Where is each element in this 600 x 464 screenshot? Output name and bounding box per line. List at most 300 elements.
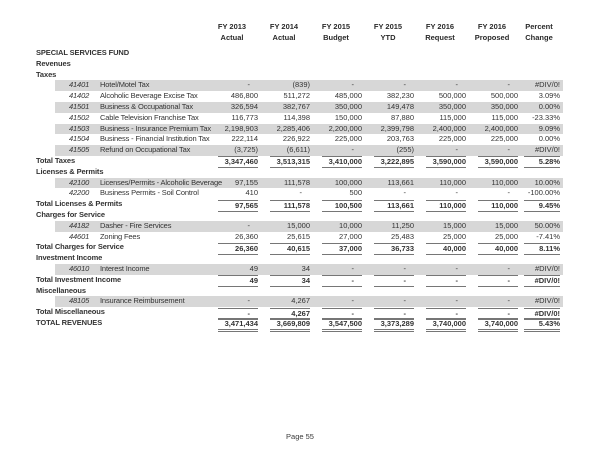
cell-value: 113,661 [387,200,414,210]
cell-value: - [351,263,354,273]
cell-value: #DIV/0! [534,263,560,273]
value-cell [518,145,560,156]
cell-value: - [507,263,510,273]
value-cell [206,124,258,135]
cell-value: - [247,308,250,318]
row-label: Licenses & Permits [36,166,104,176]
value-cell [310,145,362,156]
account-name: Business - Insurance Premium Tax [100,123,211,133]
value-cell [466,91,518,102]
row-label: Total Licenses & Permits [36,199,123,209]
value-cell [466,275,518,287]
cell-value: - [247,220,250,230]
value-cell [206,80,258,91]
cell-value: 2,399,798 [380,123,414,133]
section-row [36,167,563,178]
row-label [36,102,206,113]
account-name: Hotel/Motel Tax [100,80,150,90]
value-cell [362,134,414,145]
table-row [36,102,563,113]
accounting-rule [374,318,414,330]
cell-value: 111,578 [284,177,310,187]
cell-value: - [455,145,458,155]
cell-value: 3,740,000 [484,319,518,329]
cell-value: 226,922 [282,134,310,144]
section-row [36,210,563,221]
value-cell [414,275,466,287]
value-cell [414,113,466,124]
value-cell [310,178,362,189]
cell-value: - [351,80,354,90]
cell-value: 350,000 [334,101,362,111]
cell-value: 3,222,895 [380,157,414,167]
account-name: Dasher - Fire Services [100,220,172,230]
value-cell [466,188,518,199]
row-label [36,91,206,102]
value-cell [518,221,560,232]
value-cell [310,188,362,199]
row-label [36,232,206,243]
value-cell [414,80,466,91]
table-row [36,134,563,145]
value-cell [258,318,310,330]
value-cell [362,145,414,156]
cell-value: 100,000 [334,177,362,187]
value-cell [466,264,518,275]
account-name: Alcoholic Beverage Excise Tax [100,91,198,101]
table-row [36,113,563,124]
cell-value: 34 [301,263,310,273]
value-cell [362,199,414,211]
row-label: SPECIAL SERVICES FUND [36,48,130,57]
value-cell [466,134,518,145]
accounting-rule [374,200,414,212]
value-cell [206,275,258,287]
budget-table [36,21,563,329]
value-cell [310,221,362,232]
cell-value: 97,155 [235,177,258,187]
cell-value: -7.41% [536,231,560,241]
row-label: TOTAL REVENUES [36,317,103,327]
cell-value: - [351,145,354,155]
value-cell [466,124,518,135]
cell-value: - [455,188,458,198]
header-spacer [36,21,206,43]
accounting-rule [426,243,466,255]
value-cell [258,113,310,124]
value-cell [310,199,362,211]
cell-value: - [455,296,458,306]
cell-value: 2,400,000 [432,123,466,133]
cell-value: 3,347,460 [224,157,258,167]
cell-value: 3,740,000 [432,319,466,329]
cell-value: - [351,308,354,318]
cell-value: - [299,188,302,198]
accounting-rule [426,156,466,168]
value-cell [362,102,414,113]
value-cell [362,221,414,232]
cell-value: 0.00% [538,134,560,144]
cell-value: 110,000 [439,177,466,187]
value-cell [258,188,310,199]
account-code: 41402 [69,91,90,101]
value-cell [466,242,518,254]
cell-value: - [403,80,406,90]
value-cell [206,113,258,124]
cell-value: 115,000 [439,112,466,122]
cell-value: 486,800 [230,91,258,101]
value-cell [258,264,310,275]
value-cell [310,134,362,145]
value-cell [258,178,310,189]
column-header-line2: Request [425,33,455,42]
account-code: 42100 [69,177,90,187]
value-cell [518,188,560,199]
value-cell [518,232,560,243]
cell-value: (839) [292,80,310,90]
cell-value: 111,578 [283,200,310,210]
cell-value: - [507,308,510,318]
row-label: Taxes [36,69,57,79]
value-cell [310,91,362,102]
value-cell [362,124,414,135]
value-cell [206,232,258,243]
total-row [36,156,563,167]
cell-value: #DIV/0! [534,80,560,90]
column-header-line2: Budget [323,33,349,42]
value-cell [362,188,414,199]
row-label [36,145,206,156]
accounting-rule [218,243,258,255]
column-header-line1: FY 2015 [373,22,403,31]
row-label: Revenues [36,58,71,68]
cell-value: - [455,276,458,286]
cell-value: - [403,188,406,198]
value-cell [362,232,414,243]
column-header-line2: Actual [220,33,244,42]
value-cell [414,134,466,145]
cell-value: 3,513,315 [276,157,310,167]
cell-value: 222,114 [231,134,258,144]
cell-value: 225,000 [438,134,466,144]
cell-value: - [455,263,458,273]
row-label [36,264,206,275]
cell-value: 87,880 [391,112,414,122]
cell-value: 36,733 [391,243,414,253]
cell-value: 3,410,000 [328,157,362,167]
cell-value: 382,767 [282,101,310,111]
value-cell [258,80,310,91]
cell-value: 40,000 [443,243,466,253]
cell-value: (6,611) [286,145,310,155]
value-cell [206,242,258,254]
value-cell [310,242,362,254]
account-code: 41504 [69,134,90,144]
value-cell [362,91,414,102]
accounting-rule [218,318,258,330]
cell-value: - [507,80,510,90]
cell-value: 25,615 [287,231,310,241]
accounting-rule [218,275,258,287]
account-name: Interest Income [100,263,150,273]
value-cell [466,102,518,113]
cell-value: 40,615 [287,243,310,253]
table-body [36,48,563,329]
column-header-line1: FY 2014 [269,22,299,31]
row-label [36,188,206,199]
accounting-rule [270,318,310,330]
value-cell [258,145,310,156]
value-cell [258,124,310,135]
column-header-line1: FY 2016 [425,22,455,31]
value-cell [362,264,414,275]
value-cell [518,178,560,189]
cell-value: 15,000 [287,220,310,230]
value-cell [206,102,258,113]
accounting-rule [478,243,518,255]
accounting-rule [218,200,258,212]
accounting-rule [374,243,414,255]
row-label [36,80,206,91]
cell-value: 500 [349,188,362,198]
cell-value: 225,000 [334,134,362,144]
cell-value: - [507,296,510,306]
cell-value: - [351,276,354,286]
row-label [36,177,223,189]
row-label [36,134,210,145]
cell-value: 2,200,000 [328,123,362,133]
accounting-rule [322,318,362,330]
cell-value: - [403,276,406,286]
table-row [36,232,563,243]
cell-value: 3,669,809 [276,319,310,329]
account-code: 41501 [69,101,90,111]
column-header-line1: Percent [525,22,553,31]
table-row [36,91,563,102]
value-cell [206,318,258,330]
cell-value: 114,398 [283,112,310,122]
account-code: 41502 [69,112,90,122]
value-cell [414,318,466,330]
value-cell [258,232,310,243]
accounting-rule [478,275,518,287]
value-cell [362,318,414,330]
row-label [36,296,206,307]
row-label: Total Miscellaneous [36,307,105,317]
value-cell [466,156,518,168]
table-row [36,178,563,189]
accounting-rule [374,156,414,168]
cell-value: 110,000 [491,177,518,187]
value-cell [206,264,258,275]
cell-value: 511,272 [283,91,310,101]
cell-value: -23.33% [532,112,560,122]
account-name: Business - Financial Institution Tax [100,134,210,144]
accounting-rule [270,156,310,168]
column-header-line2: Proposed [474,33,510,42]
value-cell [518,242,560,254]
column-header-line2: YTD [380,33,396,42]
value-cell [362,242,414,254]
table-row [36,188,563,199]
table-row [36,221,563,232]
cell-value: 15,000 [495,220,518,230]
cell-value: #DIV/0! [534,308,560,318]
value-cell [310,232,362,243]
value-cell [414,102,466,113]
cell-value: 150,000 [334,112,362,122]
accounting-rule [322,200,362,212]
value-cell [362,275,414,287]
cell-value: 37,000 [339,243,362,253]
value-cell [466,145,518,156]
cell-value: 9.45% [538,200,560,210]
cell-value: 2,285,406 [276,123,310,133]
value-cell [362,80,414,91]
cell-value: - [507,188,510,198]
cell-value: 9.09% [538,123,560,133]
column-header [258,21,310,43]
value-cell [310,124,362,135]
accounting-rule [426,318,466,330]
value-cell [310,113,362,124]
cell-value: 25,000 [495,231,518,241]
value-cell [414,232,466,243]
cell-value: 11,250 [391,220,414,230]
cell-value: 110,000 [491,200,518,210]
cell-value: 49 [249,276,258,286]
row-label: Investment Income [36,253,103,263]
cell-value: - [247,296,250,306]
value-cell [518,296,560,307]
value-cell [258,242,310,254]
value-cell [310,80,362,91]
cell-value: 40,000 [495,243,518,253]
cell-value: 382,230 [386,91,414,101]
cell-value: 25,000 [443,231,466,241]
value-cell [206,178,258,189]
value-cell [310,102,362,113]
row-label [36,113,206,124]
cell-value: 5.43% [538,319,560,329]
accounting-rule [478,156,518,168]
row-label: Total Charges for Service [36,242,124,252]
value-cell [518,156,560,168]
accounting-rule [524,318,560,330]
accounting-rule [478,318,518,330]
column-header [362,21,414,43]
cell-value: 500,000 [490,91,518,101]
cell-value: 113,661 [387,177,414,187]
cell-value: 2,198,903 [224,123,258,133]
cell-value: (255) [396,145,414,155]
cell-value: 350,000 [490,101,518,111]
value-cell [206,145,258,156]
accounting-rule [524,156,560,168]
row-label [36,123,211,135]
cell-value: 350,000 [438,101,466,111]
cell-value: 10.00% [534,177,560,187]
value-cell [518,199,560,211]
row-label: Charges for Service [36,209,105,219]
cell-value: 500,000 [438,91,466,101]
cell-value: 115,000 [491,112,518,122]
value-cell [466,199,518,211]
accounting-rule [270,275,310,287]
cell-value: 50.00% [534,220,560,230]
accounting-rule [270,200,310,212]
value-cell [258,102,310,113]
value-cell [206,156,258,168]
cell-value: 5.28% [538,157,560,167]
value-cell [206,188,258,199]
value-cell [414,188,466,199]
accounting-rule [322,275,362,287]
cell-value: 97,565 [235,200,258,210]
column-header-line1: FY 2013 [217,22,247,31]
account-code: 41505 [69,145,90,155]
value-cell [414,91,466,102]
account-name: Refund on Occupational Tax [100,145,191,155]
value-cell [258,156,310,168]
accounting-rule [322,156,362,168]
cell-value: #DIV/0! [534,145,560,155]
cell-value: 100,500 [334,200,362,210]
row-label: Miscellaneous [36,285,86,295]
value-cell [310,264,362,275]
value-cell [414,221,466,232]
accounting-rule [374,275,414,287]
column-header [466,21,518,43]
column-header-line1: FY 2016 [477,22,507,31]
value-cell [414,124,466,135]
table-row [36,80,563,91]
cell-value: - [403,263,406,273]
value-cell [206,199,258,211]
cell-value: 3,547,500 [328,319,362,329]
value-cell [206,91,258,102]
table-row [36,145,563,156]
value-cell [518,275,560,287]
account-code: 41401 [69,80,90,90]
account-name: Cable Television Franchise Tax [100,112,199,122]
cell-value: (3,725) [234,145,258,155]
cell-value: 116,773 [231,112,258,122]
value-cell [414,199,466,211]
value-cell [466,80,518,91]
value-cell [466,318,518,330]
value-cell [466,113,518,124]
cell-value: 15,000 [443,220,466,230]
cell-value: - [507,276,510,286]
accounting-rule [478,200,518,212]
section-row [36,286,563,297]
title-row [36,48,563,59]
column-header [310,21,362,43]
total-row [36,307,563,318]
table-row [36,264,563,275]
value-cell [258,134,310,145]
cell-value: #DIV/0! [534,296,560,306]
value-cell [258,275,310,287]
row-label: Total Investment Income [36,274,122,284]
page-number: Page 55 [286,432,314,441]
cell-value: - [507,145,510,155]
column-header-line2: Actual [272,33,296,42]
value-cell [518,91,560,102]
cell-value: 410 [245,188,258,198]
value-cell [518,318,560,330]
